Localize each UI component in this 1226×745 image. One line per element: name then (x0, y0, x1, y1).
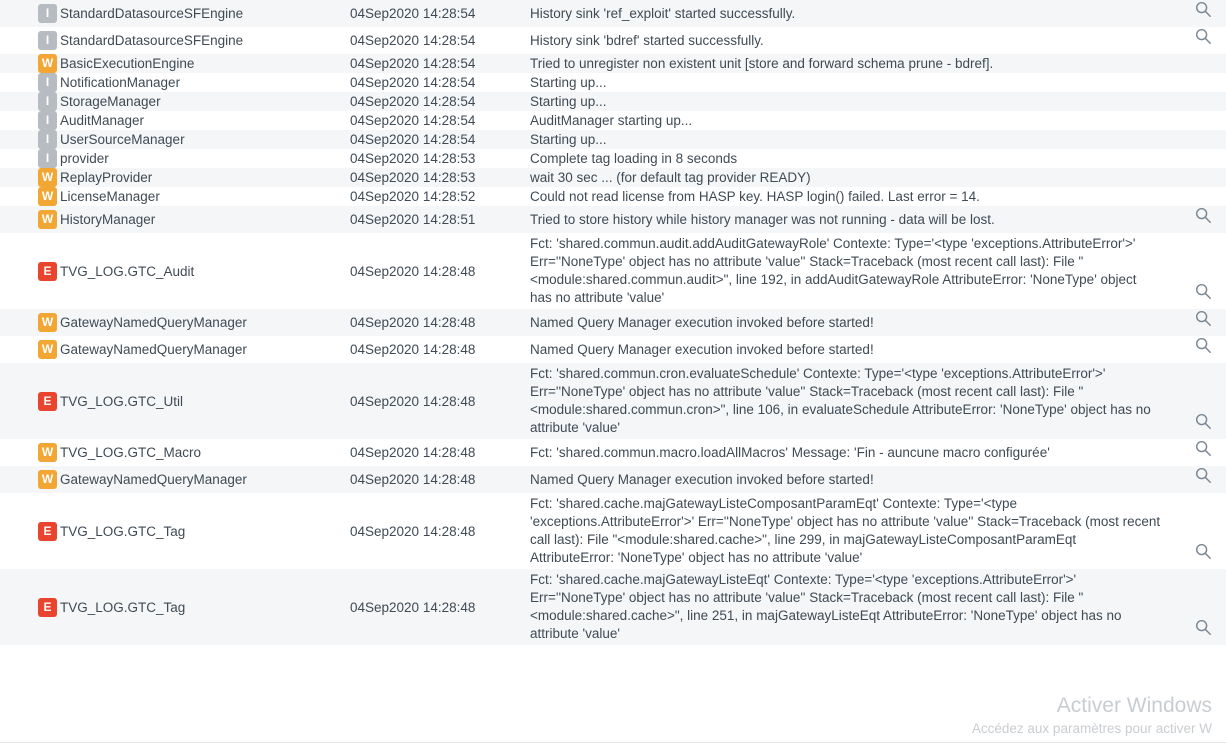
level-badge: W (38, 470, 57, 489)
search-icon[interactable] (1194, 618, 1212, 636)
table-row[interactable] (0, 493, 1226, 569)
logger-name-cell: LicenseManager (60, 189, 160, 204)
logger-name-cell: TVG_LOG.GTC_Util (60, 393, 184, 409)
table-row[interactable] (0, 149, 1226, 168)
timestamp-cell: 04Sep2020 14:28:51 (350, 212, 476, 227)
level-badge: I (38, 149, 57, 168)
table-row[interactable] (0, 466, 1226, 493)
action-cell[interactable] (1180, 569, 1226, 645)
logger-name-cell: BasicExecutionEngine (60, 56, 195, 71)
timestamp-cell: 04Sep2020 14:28:52 (350, 189, 476, 204)
table-row[interactable] (0, 233, 1226, 309)
table-row[interactable] (0, 363, 1226, 439)
watermark-subtitle: Accédez aux paramètres pour activer W (971, 721, 1212, 736)
message-cell: Starting up... (530, 93, 607, 109)
action-cell (1180, 130, 1226, 149)
timestamp-cell: 04Sep2020 14:28:53 (350, 170, 476, 185)
message-cell: Fct: 'shared.cache.majGatewayListeEqt' Contexte: Type='<type 'exceptions.AttributeError'>' Err=''NoneType' object has no attribute 'value'' Stack=Traceback (most recent call last): File "<module:shared.cache>", line 251, in majGatewayListeEqt AttributeError: 'NoneType' object has no attribute 'value' (530, 572, 1122, 641)
logger-name-cell: StandardDatasourceSFEngine (60, 6, 244, 21)
action-cell[interactable] (1180, 206, 1226, 233)
level-badge: E (38, 598, 57, 617)
action-cell (1180, 54, 1226, 73)
level-badge: W (38, 187, 57, 206)
action-cell[interactable] (1180, 466, 1226, 493)
search-icon[interactable] (1194, 282, 1212, 300)
message-cell: Tried to store history while history manager was not running - data will be lost. (530, 211, 995, 227)
action-cell[interactable] (1180, 233, 1226, 309)
action-cell (1180, 168, 1226, 187)
level-badge: W (38, 210, 57, 229)
timestamp-cell: 04Sep2020 14:28:54 (350, 113, 476, 128)
timestamp-cell: 04Sep2020 14:28:48 (350, 599, 476, 615)
level-badge: I (38, 111, 57, 130)
search-icon[interactable] (1194, 206, 1212, 224)
level-badge: I (38, 73, 57, 92)
level-badge: I (38, 4, 57, 23)
level-badge: I (38, 130, 57, 149)
action-cell[interactable] (1180, 0, 1226, 27)
action-cell (1180, 111, 1226, 130)
level-badge: W (38, 54, 57, 73)
message-cell: Fct: 'shared.cache.majGatewayListeComposantParamEqt' Contexte: Type='<type 'exceptions.AttributeError'>' Err=''NoneType' object has no attribute 'value'' Stack=Traceback (most recent call last): File "<module:shared.cache>", line 299, in majGatewayListeComposantParamEqt AttributeError: 'NoneType' object has no attribute 'value' (530, 496, 1161, 565)
message-cell: Fct: 'shared.commun.audit.addAuditGatewayRole' Contexte: Type='<type 'exceptions.AttributeError'>' Err=''NoneType' object has no attribute 'value'' Stack=Traceback (most recent call last): File "<module:shared.commun.audit>", line 192, in addAuditGatewayRole AttributeError: 'NoneType' object has no attribute 'value' (530, 236, 1137, 305)
action-cell (1180, 92, 1226, 111)
level-badge: E (38, 392, 57, 411)
timestamp-cell: 04Sep2020 14:28:54 (350, 33, 476, 48)
level-badge: E (38, 262, 57, 281)
logger-name-cell: NotificationManager (60, 75, 181, 90)
timestamp-cell: 04Sep2020 14:28:48 (350, 263, 476, 279)
logger-name-cell: TVG_LOG.GTC_Tag (60, 523, 186, 539)
table-row[interactable] (0, 92, 1226, 111)
level-badge: W (38, 168, 57, 187)
search-icon[interactable] (1194, 412, 1212, 430)
table-row[interactable] (0, 439, 1226, 466)
logger-name-cell: UserSourceManager (60, 132, 185, 147)
timestamp-cell: 04Sep2020 14:28:48 (350, 315, 476, 330)
search-icon[interactable] (1194, 439, 1212, 457)
logger-name-cell: GatewayNamedQueryManager (60, 342, 247, 357)
logger-name-cell: HistoryManager (60, 212, 156, 227)
timestamp-cell: 04Sep2020 14:28:54 (350, 6, 476, 21)
table-row[interactable] (0, 27, 1226, 54)
message-cell: Fct: 'shared.commun.cron.evaluateSchedule' Contexte: Type='<type 'exceptions.AttributeError'>' Err=''NoneType' object has no attribute 'value'' Stack=Traceback (most recent call last): File "<module:shared.commun.cron>", line 106, in evaluateSchedule AttributeError: 'NoneType' object has no attribute 'value' (530, 366, 1151, 435)
windows-activation-watermark (972, 693, 1212, 739)
message-cell: AuditManager starting up... (530, 112, 693, 128)
message-cell: wait 30 sec ... (for default tag provider READY) (530, 169, 811, 185)
table-row[interactable] (0, 130, 1226, 149)
table-row[interactable] (0, 309, 1226, 336)
table-row[interactable] (0, 0, 1226, 27)
timestamp-cell: 04Sep2020 14:28:54 (350, 56, 476, 71)
logger-name-cell: provider (60, 151, 109, 166)
message-cell: Named Query Manager execution invoked before started! (530, 471, 874, 487)
action-cell[interactable] (1180, 493, 1226, 569)
action-cell[interactable] (1180, 27, 1226, 54)
level-badge: E (38, 522, 57, 541)
timestamp-cell: 04Sep2020 14:28:48 (350, 472, 476, 487)
level-badge: W (38, 443, 57, 462)
table-row[interactable] (0, 111, 1226, 130)
search-icon[interactable] (1194, 336, 1212, 354)
action-cell[interactable] (1180, 439, 1226, 466)
search-icon[interactable] (1194, 466, 1212, 484)
table-row[interactable] (0, 187, 1226, 206)
logger-name-cell: StandardDatasourceSFEngine (60, 33, 244, 48)
logger-name-cell: TVG_LOG.GTC_Tag (60, 599, 186, 615)
action-cell (1180, 187, 1226, 206)
level-badge: W (38, 313, 57, 332)
message-cell: Named Query Manager execution invoked before started! (530, 341, 874, 357)
table-row[interactable] (0, 569, 1226, 645)
level-badge: I (38, 92, 57, 111)
search-icon[interactable] (1194, 309, 1212, 327)
message-cell: History sink 'bdref' started successfully. (530, 32, 764, 48)
action-cell (1180, 149, 1226, 168)
timestamp-cell: 04Sep2020 14:28:54 (350, 94, 476, 109)
table-row[interactable] (0, 336, 1226, 363)
message-cell: Named Query Manager execution invoked before started! (530, 314, 874, 330)
level-badge: W (38, 340, 57, 359)
logger-name-cell: StorageManager (60, 94, 161, 109)
logger-name-cell: TVG_LOG.GTC_Macro (60, 445, 202, 460)
search-icon[interactable] (1194, 27, 1212, 45)
timestamp-cell: 04Sep2020 14:28:54 (350, 132, 476, 147)
table-row[interactable] (0, 54, 1226, 73)
table-row[interactable] (0, 73, 1226, 92)
logger-name-cell: GatewayNamedQueryManager (60, 315, 247, 330)
timestamp-cell: 04Sep2020 14:28:48 (350, 445, 476, 460)
message-cell: Starting up... (530, 131, 607, 147)
action-cell[interactable] (1180, 309, 1226, 336)
message-cell: History sink 'ref_exploit' started successfully. (530, 5, 796, 21)
timestamp-cell: 04Sep2020 14:28:48 (350, 523, 476, 539)
logger-name-cell: ReplayProvider (60, 170, 153, 185)
message-cell: Fct: 'shared.commun.macro.loadAllMacros' Message: 'Fin - auncune macro configurée' (530, 444, 1050, 460)
logger-name-cell: TVG_LOG.GTC_Audit (60, 263, 195, 279)
action-cell[interactable] (1180, 336, 1226, 363)
message-cell: Tried to unregister non existent unit [store and forward schema prune - bdref]. (530, 55, 994, 71)
message-cell: Starting up... (530, 74, 607, 90)
level-badge: I (38, 31, 57, 50)
logger-name-cell: AuditManager (60, 113, 145, 128)
search-icon[interactable] (1194, 0, 1212, 18)
action-cell (1180, 73, 1226, 92)
timestamp-cell: 04Sep2020 14:28:48 (350, 393, 476, 409)
action-cell[interactable] (1180, 363, 1226, 439)
message-cell: Complete tag loading in 8 seconds (530, 150, 738, 166)
table-row[interactable] (0, 168, 1226, 187)
timestamp-cell: 04Sep2020 14:28:48 (350, 342, 476, 357)
logger-name-cell: GatewayNamedQueryManager (60, 472, 247, 487)
left-gutter (0, 0, 36, 745)
table-row[interactable] (0, 206, 1226, 233)
timestamp-cell: 04Sep2020 14:28:53 (350, 151, 476, 166)
timestamp-cell: 04Sep2020 14:28:54 (350, 75, 476, 90)
message-cell: Could not read license from HASP key. HASP login() failed. Last error = 14. (530, 188, 980, 204)
search-icon[interactable] (1194, 542, 1212, 560)
watermark-title: Activer Windows (1056, 694, 1212, 717)
